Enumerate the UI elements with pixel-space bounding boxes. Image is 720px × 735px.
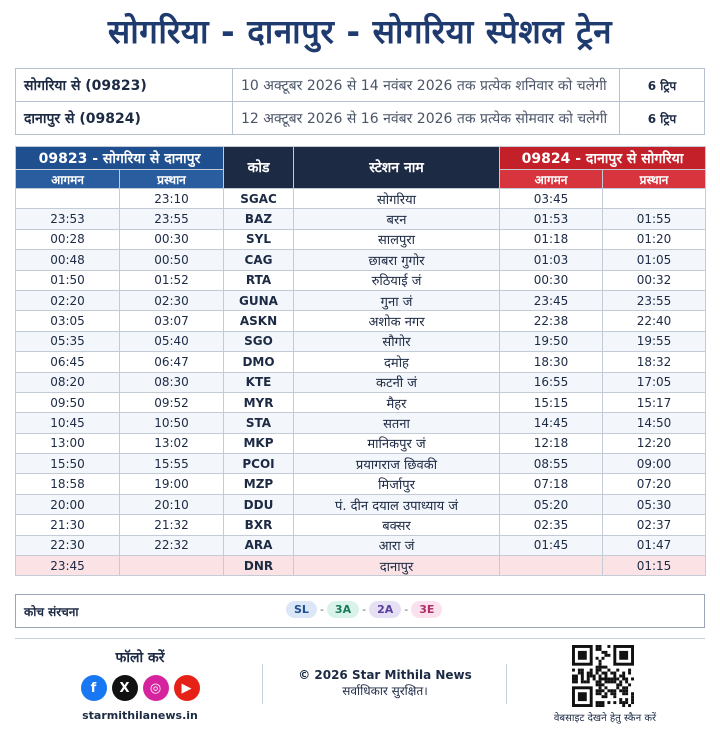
coach-class-badge: 3A bbox=[327, 601, 359, 618]
arrival-cell: 08:20 bbox=[16, 372, 120, 392]
departure-cell: 10:50 bbox=[120, 413, 224, 433]
station-name: प्रयागराज छिवकी bbox=[294, 454, 500, 474]
departure-cell: 12:20 bbox=[603, 433, 706, 453]
arrival-cell: 08:55 bbox=[500, 454, 603, 474]
copyright-text: © 2026 Star Mithila News bbox=[298, 668, 472, 682]
station-name: गुना जं bbox=[294, 290, 500, 310]
table-row bbox=[16, 372, 706, 392]
rights-text: सर्वाधिकार सुरक्षित। bbox=[342, 684, 428, 698]
station-name: छाबरा गुगोर bbox=[294, 250, 500, 270]
arrival-cell: 05:20 bbox=[500, 494, 603, 514]
arrival-cell: 16:55 bbox=[500, 372, 603, 392]
station-code: MKP bbox=[224, 433, 294, 453]
arrival-cell: 01:45 bbox=[500, 535, 603, 555]
departure-cell: 14:50 bbox=[603, 413, 706, 433]
departure-cell: 22:40 bbox=[603, 311, 706, 331]
info-row bbox=[16, 102, 705, 135]
table-row bbox=[16, 556, 706, 576]
departure-cell: 05:30 bbox=[603, 494, 706, 514]
qr-caption: वेबसाइट देखने हेतु स्कैन करें bbox=[553, 713, 657, 724]
table-row bbox=[16, 270, 706, 290]
station-name: अशोक नगर bbox=[294, 311, 500, 331]
departure-cell: 01:05 bbox=[603, 250, 706, 270]
departure-cell: 00:32 bbox=[603, 270, 706, 290]
arrival-cell: 06:45 bbox=[16, 352, 120, 372]
departure-cell: 00:50 bbox=[120, 250, 224, 270]
station-name: सोगरिया bbox=[294, 189, 500, 209]
info-trips: 6 ट्रिप bbox=[620, 69, 705, 102]
arrival-cell: 07:18 bbox=[500, 474, 603, 494]
arrival-cell: 00:48 bbox=[16, 250, 120, 270]
table-row bbox=[16, 229, 706, 249]
departure-cell: 23:10 bbox=[120, 189, 224, 209]
youtube-icon[interactable]: ▶ bbox=[174, 675, 200, 701]
arrival-header: आगमन bbox=[500, 170, 603, 189]
departure-header: प्रस्थान bbox=[603, 170, 706, 189]
station-code: BXR bbox=[224, 515, 294, 535]
arrival-cell: 02:20 bbox=[16, 290, 120, 310]
arrival-cell: 12:18 bbox=[500, 433, 603, 453]
arrival-cell: 15:50 bbox=[16, 454, 120, 474]
departure-cell: 17:05 bbox=[603, 372, 706, 392]
arrival-cell: 15:15 bbox=[500, 392, 603, 412]
station-name: पं. दीन दयाल उपाध्याय जं bbox=[294, 494, 500, 514]
station-code: RTA bbox=[224, 270, 294, 290]
arrival-cell: 19:50 bbox=[500, 331, 603, 351]
station-name: दानापुर bbox=[294, 556, 500, 576]
arrival-cell: 23:45 bbox=[500, 290, 603, 310]
follow-title: फॉलो करें bbox=[115, 650, 165, 666]
coach-class-badge: 2A bbox=[369, 601, 401, 618]
station-code: DDU bbox=[224, 494, 294, 514]
station-code: ASKN bbox=[224, 311, 294, 331]
social-icons bbox=[75, 675, 205, 701]
arrival-header: आगमन bbox=[16, 170, 120, 189]
departure-cell: 09:52 bbox=[120, 392, 224, 412]
arrival-cell: 03:45 bbox=[500, 189, 603, 209]
pill-separator: - bbox=[319, 603, 324, 616]
station-name: रुठियाई जं bbox=[294, 270, 500, 290]
station-code: DMO bbox=[224, 352, 294, 372]
station-code: SGO bbox=[224, 331, 294, 351]
info-row bbox=[16, 69, 705, 102]
departure-cell: 06:47 bbox=[120, 352, 224, 372]
station-name: दमोह bbox=[294, 352, 500, 372]
arrival-cell: 14:45 bbox=[500, 413, 603, 433]
table-row bbox=[16, 515, 706, 535]
departure-cell: 19:00 bbox=[120, 474, 224, 494]
departure-cell: 07:20 bbox=[603, 474, 706, 494]
copyright bbox=[270, 668, 500, 699]
departure-cell: 23:55 bbox=[603, 290, 706, 310]
code-header: कोड bbox=[224, 147, 294, 189]
page-title: सोगरिया - दानापुर - सोगरिया स्पेशल ट्रेन bbox=[107, 12, 613, 51]
coach-class-badge: SL bbox=[286, 601, 317, 618]
table-row bbox=[16, 250, 706, 270]
facebook-icon[interactable]: f bbox=[81, 675, 107, 701]
departure-cell: 18:32 bbox=[603, 352, 706, 372]
website-link[interactable]: starmithilanews.in bbox=[82, 709, 198, 722]
pill-separator: - bbox=[404, 603, 409, 616]
arrival-cell bbox=[500, 556, 603, 576]
departure-cell: 01:52 bbox=[120, 270, 224, 290]
coach-label: कोच संरचना bbox=[24, 605, 79, 619]
table-row bbox=[16, 392, 706, 412]
right-train-header: 09824 - दानापुर से सोगरिया bbox=[500, 147, 706, 170]
station-name: आरा जं bbox=[294, 535, 500, 555]
station-code: PCOI bbox=[224, 454, 294, 474]
departure-cell: 08:30 bbox=[120, 372, 224, 392]
station-code: SYL bbox=[224, 229, 294, 249]
table-row bbox=[16, 454, 706, 474]
departure-cell: 09:00 bbox=[603, 454, 706, 474]
arrival-cell: 20:00 bbox=[16, 494, 120, 514]
station-code: GUNA bbox=[224, 290, 294, 310]
departure-cell: 02:37 bbox=[603, 515, 706, 535]
timetable bbox=[15, 146, 706, 576]
departure-cell: 01:15 bbox=[603, 556, 706, 576]
station-code: STA bbox=[224, 413, 294, 433]
departure-cell: 23:55 bbox=[120, 209, 224, 229]
table-row bbox=[16, 189, 706, 209]
station-code: MYR bbox=[224, 392, 294, 412]
table-row bbox=[16, 535, 706, 555]
follow-section bbox=[75, 648, 205, 722]
departure-cell: 01:55 bbox=[603, 209, 706, 229]
departure-cell: 00:30 bbox=[120, 229, 224, 249]
station-code: MZP bbox=[224, 474, 294, 494]
station-name: सौगोर bbox=[294, 331, 500, 351]
station-code: DNR bbox=[224, 556, 294, 576]
left-train-header: 09823 - सोगरिया से दानापुर bbox=[16, 147, 224, 170]
arrival-cell: 01:53 bbox=[500, 209, 603, 229]
departure-cell: 19:55 bbox=[603, 331, 706, 351]
departure-header: प्रस्थान bbox=[120, 170, 224, 189]
info-when: 10 अक्टूबर 2026 से 14 नवंबर 2026 तक प्रत्येक शनिवार को चलेगी bbox=[233, 69, 620, 102]
station-header: स्टेशन नाम bbox=[294, 147, 500, 189]
station-code: KTE bbox=[224, 372, 294, 392]
table-row bbox=[16, 331, 706, 351]
table-row bbox=[16, 433, 706, 453]
departure-cell bbox=[120, 556, 224, 576]
info-from: दानापुर से (09824) bbox=[16, 102, 233, 135]
table-row bbox=[16, 290, 706, 310]
arrival-cell: 09:50 bbox=[16, 392, 120, 412]
instagram-icon[interactable]: ◎ bbox=[143, 675, 169, 701]
footer-separator bbox=[262, 664, 263, 704]
footer-divider bbox=[15, 638, 705, 639]
station-code: BAZ bbox=[224, 209, 294, 229]
station-name: बरन bbox=[294, 209, 500, 229]
departure-cell: 02:30 bbox=[120, 290, 224, 310]
station-code: SGAC bbox=[224, 189, 294, 209]
x-icon[interactable]: X bbox=[112, 675, 138, 701]
arrival-cell: 03:05 bbox=[16, 311, 120, 331]
info-from: सोगरिया से (09823) bbox=[16, 69, 233, 102]
coach-classes bbox=[286, 601, 442, 618]
arrival-cell: 18:58 bbox=[16, 474, 120, 494]
arrival-cell bbox=[16, 189, 120, 209]
arrival-cell: 00:30 bbox=[500, 270, 603, 290]
arrival-cell: 02:35 bbox=[500, 515, 603, 535]
info-when: 12 अक्टूबर 2026 से 16 नवंबर 2026 तक प्रत्येक सोमवार को चलेगी bbox=[233, 102, 620, 135]
arrival-cell: 13:00 bbox=[16, 433, 120, 453]
departure-cell: 13:02 bbox=[120, 433, 224, 453]
departure-cell bbox=[603, 189, 706, 209]
table-row bbox=[16, 474, 706, 494]
station-name: सतना bbox=[294, 413, 500, 433]
table-row bbox=[16, 311, 706, 331]
departure-cell: 15:55 bbox=[120, 454, 224, 474]
station-name: सालपुरा bbox=[294, 229, 500, 249]
table-row bbox=[16, 209, 706, 229]
table-row bbox=[16, 413, 706, 433]
station-name: मिर्जापुर bbox=[294, 474, 500, 494]
table-row bbox=[16, 494, 706, 514]
info-trips: 6 ट्रिप bbox=[620, 102, 705, 135]
departure-cell: 01:20 bbox=[603, 229, 706, 249]
station-name: मानिकपुर जं bbox=[294, 433, 500, 453]
station-name: बक्सर bbox=[294, 515, 500, 535]
table-row bbox=[16, 352, 706, 372]
arrival-cell: 05:35 bbox=[16, 331, 120, 351]
arrival-cell: 01:50 bbox=[16, 270, 120, 290]
arrival-cell: 10:45 bbox=[16, 413, 120, 433]
station-name: मैहर bbox=[294, 392, 500, 412]
coach-class-badge: 3E bbox=[411, 601, 442, 618]
departure-cell: 21:32 bbox=[120, 515, 224, 535]
arrival-cell: 22:30 bbox=[16, 535, 120, 555]
arrival-cell: 00:28 bbox=[16, 229, 120, 249]
station-name: कटनी जं bbox=[294, 372, 500, 392]
arrival-cell: 21:30 bbox=[16, 515, 120, 535]
qr-code-icon[interactable] bbox=[572, 645, 634, 707]
arrival-cell: 22:38 bbox=[500, 311, 603, 331]
arrival-cell: 01:18 bbox=[500, 229, 603, 249]
footer-separator bbox=[506, 664, 507, 704]
departure-cell: 03:07 bbox=[120, 311, 224, 331]
arrival-cell: 23:45 bbox=[16, 556, 120, 576]
departure-cell: 05:40 bbox=[120, 331, 224, 351]
arrival-cell: 23:53 bbox=[16, 209, 120, 229]
departure-cell: 01:47 bbox=[603, 535, 706, 555]
departure-cell: 22:32 bbox=[120, 535, 224, 555]
departure-cell: 20:10 bbox=[120, 494, 224, 514]
arrival-cell: 18:30 bbox=[500, 352, 603, 372]
arrival-cell: 01:03 bbox=[500, 250, 603, 270]
coach-composition bbox=[15, 594, 705, 628]
schedule-info-table bbox=[15, 68, 705, 135]
departure-cell: 15:17 bbox=[603, 392, 706, 412]
station-code: ARA bbox=[224, 535, 294, 555]
pill-separator: - bbox=[362, 603, 367, 616]
station-code: CAG bbox=[224, 250, 294, 270]
